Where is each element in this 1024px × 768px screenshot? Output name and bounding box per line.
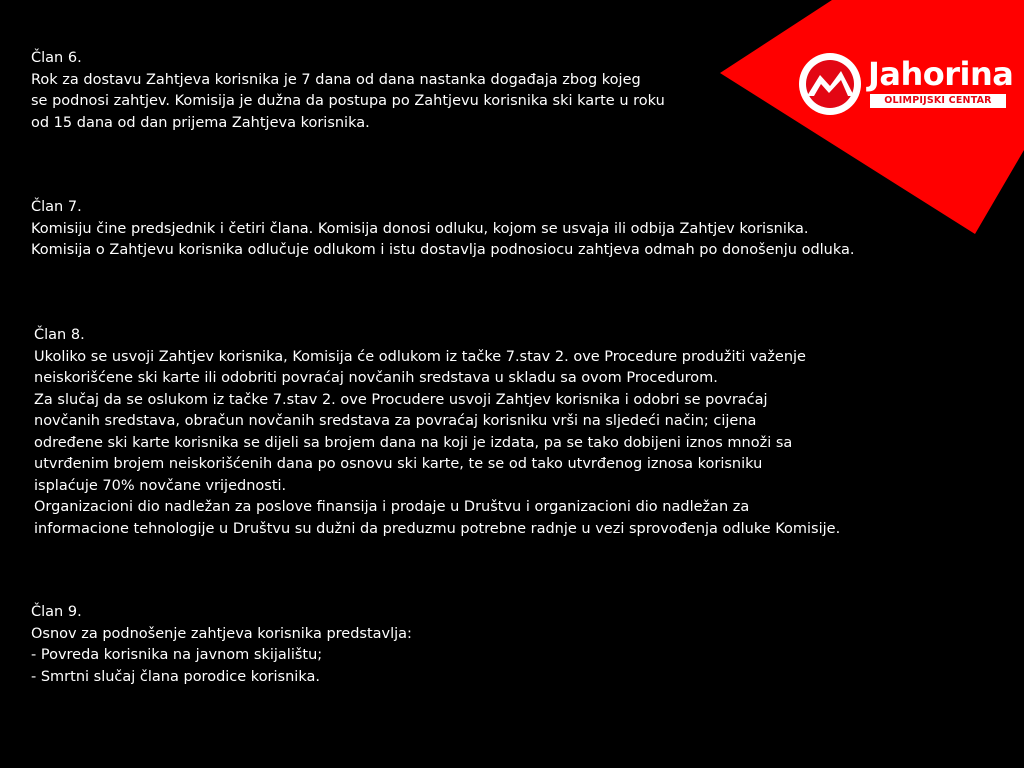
article-title: Član 8. [34, 327, 85, 343]
article-line: od 15 dana od dan prijema Zahtjeva korisnika. [31, 114, 370, 131]
article-9 [31, 602, 412, 688]
article-line: Komisiju čine predsjednik i četiri člana. Komisija donosi odluku, kojom se usvaja ili odbija Zahtjev korisnika. [31, 220, 809, 237]
article-line: Organizacioni dio nadležan za poslove finansija i prodaje u Društvu i organizacioni dio nadležan za [34, 499, 750, 515]
article-title: Član 7. [31, 199, 82, 215]
article-line: Ukoliko se usvoji Zahtjev korisnika, Komisija će odlukom iz tačke 7.stav 2. ove Procedure produžiti važenje [34, 348, 806, 365]
brand-subtitle: OLIMPIJSKI CENTAR [870, 94, 1006, 108]
article-line: Osnov za podnošenje zahtjeva korisnika predstavlja: [31, 625, 412, 642]
article-line: Komisija o Zahtjevu korisnika odlučuje odlukom i istu dostavlja podnosiocu zahtjeva odmah po donošenju odluka. [31, 242, 855, 258]
article-title: Član 9. [31, 604, 82, 620]
article-line: - Smrtni slučaj člana porodice korisnika. [31, 668, 320, 685]
article-line: Rok za dostavu Zahtjeva korisnika je 7 dana od dana nastanka događaja zbog kojeg [31, 71, 641, 88]
article-line: određene ski karte korisnika se dijeli sa brojem dana na koji je izdata, pa se tako dobijeni iznos množi sa [34, 434, 793, 451]
brand-name: Jahorina [868, 55, 1014, 93]
article-line: se podnosi zahtjev. Komisija je dužna da postupa po Zahtjevu korisnika ski karte u roku [31, 93, 665, 109]
article-line: neiskorišćene ski karte ili odobriti povraćaj novčanih sredstava u skladu sa ovom Procedurom. [34, 370, 718, 386]
article-line: novčanih sredstava, obračun novčanih sredstava za povraćaj korisniku vrši na sljedeći način; cijena [34, 413, 757, 429]
mountain-circle-logo-icon [798, 52, 862, 116]
article-8 [34, 325, 840, 540]
brand-logo [798, 50, 1014, 120]
article-6 [31, 48, 665, 134]
article-title: Član 6. [31, 50, 82, 66]
article-line: - Povreda korisnika na javnom skijalištu; [31, 647, 323, 663]
article-line: Za slučaj da se oslukom iz tačke 7.stav 2. ove Procudere usvoji Zahtjev korisnika i odobri se povraćaj [34, 391, 768, 408]
article-line: utvrđenim brojem neiskorišćenih dana po osnovu ski karte, te se od tako utvrđenog iznosa korisniku [34, 456, 763, 472]
article-line: isplaćuje 70% novčane vrijednosti. [34, 477, 287, 494]
article-7 [31, 197, 855, 262]
article-line: informacione tehnologije u Društvu su dužni da preduzmu potrebne radnje u vezi sprovođenja odluke Komisije. [34, 520, 841, 537]
